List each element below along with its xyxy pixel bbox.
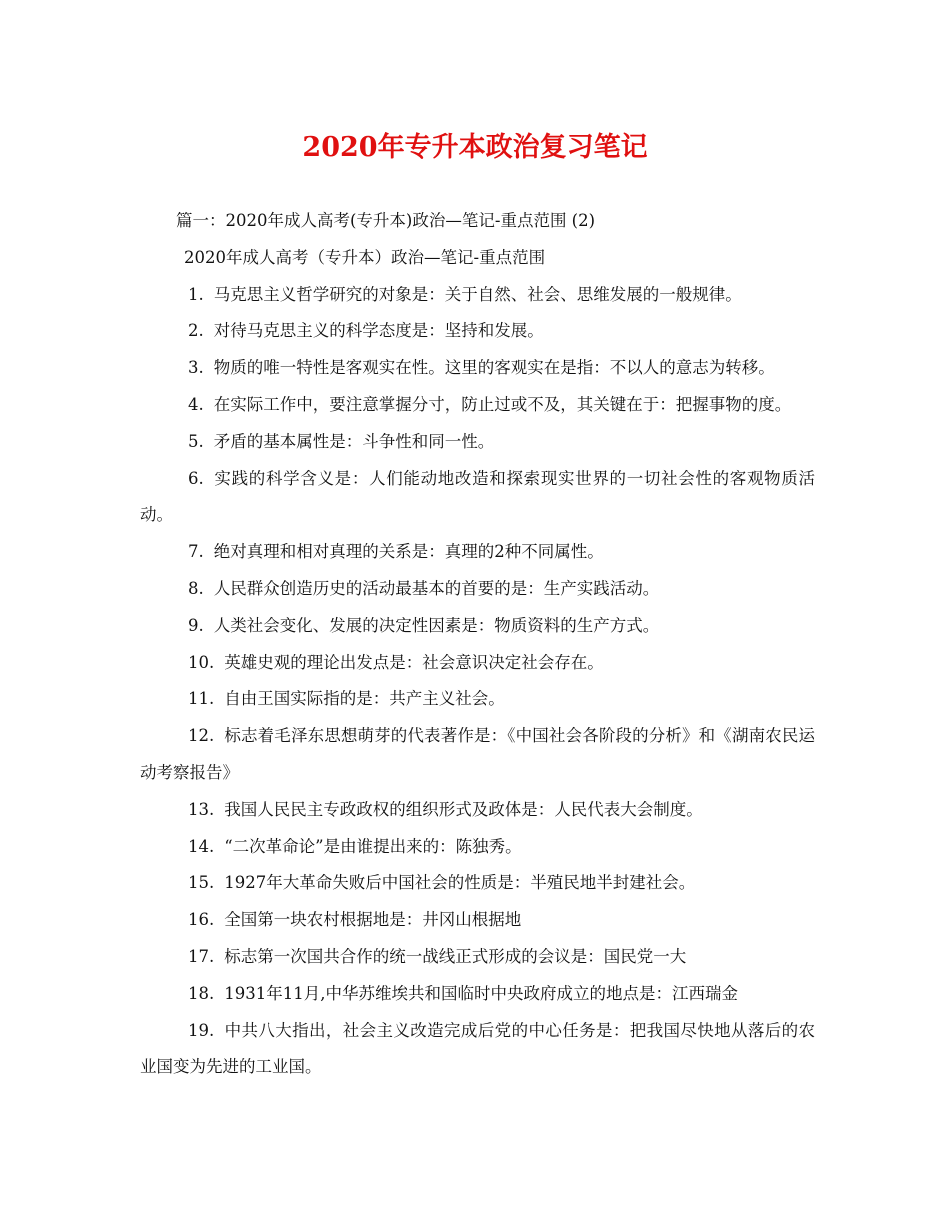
item-text: 实践的科学含义是：人们能动地改造和探索现实世界的一切社会性的客观物质活动。 <box>140 468 815 525</box>
item-number: 5. <box>188 431 204 451</box>
item-text: 矛盾的基本属性是：斗争性和同一性。 <box>213 431 495 451</box>
item-number: 2. <box>188 321 204 341</box>
item-number: 14. <box>188 836 215 856</box>
item-text: 中共八大指出，社会主义改造完成后党的中心任务是：把我国尽快地从落后的农业国变为先进的工业国。 <box>140 1020 815 1077</box>
item-text: 马克思主义哲学研究的对象是：关于自然、社会、思维发展的一般规律。 <box>213 284 742 304</box>
item-text: 1927年大革命失败后中国社会的性质是：半殖民地半封建社会。 <box>224 873 696 893</box>
list-item <box>140 902 815 939</box>
item-number: 1. <box>188 284 204 304</box>
item-number: 10. <box>188 652 215 672</box>
list-item <box>140 277 815 314</box>
item-number: 9. <box>188 615 204 635</box>
item-number: 3. <box>188 358 204 378</box>
item-text: 1931年11月,中华苏维埃共和国临时中央政府成立的地点是：江西瑞金 <box>224 983 738 1003</box>
item-text: 对待马克思主义的科学态度是：坚持和发展。 <box>213 321 544 341</box>
item-number: 17. <box>188 946 215 966</box>
list-item <box>140 608 815 645</box>
list-item <box>140 534 815 571</box>
item-number: 12. <box>188 726 215 746</box>
item-number: 8. <box>188 578 204 598</box>
item-number: 16. <box>188 910 215 930</box>
item-text: 自由王国实际指的是：共产主义社会。 <box>224 689 505 709</box>
item-number: 19. <box>188 1020 215 1040</box>
list-item <box>140 387 815 424</box>
item-text: 全国第一块农村根据地是：井冈山根据地 <box>224 910 522 930</box>
item-number: 6. <box>188 468 204 488</box>
item-text: 人民群众创造历史的活动最基本的首要的是：生产实践活动。 <box>213 578 660 598</box>
list-item <box>140 681 815 718</box>
item-text: 绝对真理和相对真理的关系是：真理的2种不同属性。 <box>213 542 604 562</box>
item-text: “二次革命论”是由谁提出来的：陈独秀。 <box>224 836 522 856</box>
list-item <box>140 829 815 866</box>
list-item <box>140 1013 815 1087</box>
item-text: 人类社会变化、发展的决定性因素是：物质资料的生产方式。 <box>213 615 660 635</box>
list-item <box>140 645 815 682</box>
list-item <box>140 571 815 608</box>
list-item <box>140 313 815 350</box>
list-item <box>140 792 815 829</box>
item-text: 我国人民民主专政政权的组织形式及政体是：人民代表大会制度。 <box>224 799 703 819</box>
document-title: 2020年专升本政治复习笔记 <box>302 132 648 163</box>
item-text: 标志着毛泽东思想萌芽的代表著作是：《中国社会各阶段的分析》和《湖南农民运动考察报告》 <box>140 726 815 782</box>
item-number: 7. <box>188 542 204 562</box>
item-number: 4. <box>188 394 204 414</box>
item-text: 英雄史观的理论出发点是：社会意识决定社会存在。 <box>224 652 604 672</box>
list-item <box>140 865 815 902</box>
sub-heading: 2020年成人高考（专升本）政治—笔记-重点范围 <box>184 247 546 267</box>
item-text: 物质的唯一特性是客观实在性。这里的客观实在是指：不以人的意志为转移。 <box>213 358 775 378</box>
item-number: 18. <box>188 983 215 1003</box>
item-number: 15. <box>188 873 215 893</box>
item-text: 标志第一次国共合作的统一战线正式形成的会议是：国民党一大 <box>224 946 687 966</box>
item-number: 11. <box>188 689 215 709</box>
item-text: 在实际工作中，要注意掌握分寸，防止过或不及，其关键在于：把握事物的度。 <box>213 394 792 414</box>
list-item <box>140 424 815 461</box>
list-item <box>140 718 815 792</box>
list-item <box>140 976 815 1013</box>
list-item <box>140 350 815 387</box>
document-body <box>140 203 815 1086</box>
list-item <box>140 461 815 535</box>
item-number: 13. <box>188 799 215 819</box>
list-item <box>140 939 815 976</box>
section-heading: 篇一：2020年成人高考(专升本)政治—笔记-重点范围 (2) <box>176 211 596 230</box>
